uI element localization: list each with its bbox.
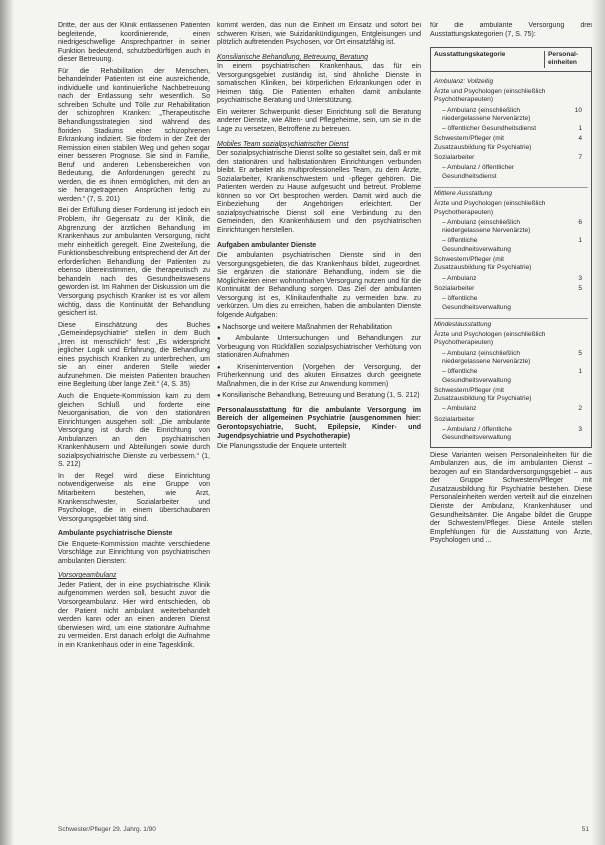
row-value: 7	[578, 154, 582, 162]
paragraph: Der sozialpsychiatrische Dienst sollte so gestaltet sein, daß er mit den stationären und halbstationären Einrichtungen verbunden bleibt. Er arbeitet als multiprofessionelles Team, zu dem Ärzte, Sozialarbeiter, Krankenschwestern und -pfleger gehören. Die Patienten werden zu Hause aufgesucht und betreut. Probleme können so vor Ort besprochen werden. Damit wird auch die Einbeziehung der Angehörigen erleichtert. Der sozialpsychiatrische Dienst soll eine Verbindung zu den Gemeinden, den Krankenhäusern und den psychiatrischen Einrichtungen herstellen.	[217, 150, 421, 235]
row-label: – Ambulanz / öffentliche Gesundheitsverwaltung	[442, 426, 512, 442]
row-label: Ärzte und Psychologen (einschließlich Psychotherapeuten)	[434, 331, 546, 347]
row-label: Schwestern/Pfleger (mit Zusatzausbildung für Psychiatrie)	[434, 256, 532, 272]
page-number: 51	[581, 826, 589, 833]
table-row	[434, 88, 588, 105]
table-row	[434, 285, 588, 293]
row-value	[546, 256, 588, 273]
row-value	[546, 387, 588, 404]
paragraph: Dritte, der aus der Klinik entlassenen Patienten begleitende, koordinierende, einen niedrigeschwellige Ansprechpartner in seiner Funktion bedeutend, schutzbedürftigen auch in dieser Betreuung.	[58, 22, 210, 64]
table-row	[434, 154, 588, 162]
table-row	[434, 256, 588, 273]
row-label: Ärzte und Psychologen (einschließlich Psychotherapeuten)	[434, 87, 546, 104]
table-row	[434, 275, 588, 283]
table-section-title: Mittlere Ausstattung	[434, 187, 588, 198]
table-row	[434, 219, 588, 236]
row-label: – Ambulanz (einschließlich niedergelassene Nervenärzte)	[442, 106, 531, 122]
row-value: 3	[578, 274, 582, 282]
staffing-table	[430, 47, 592, 448]
footer-journal: Schwester/Pfleger 29. Jahrg. 1/90	[58, 826, 156, 833]
row-value: 1	[578, 368, 582, 376]
table-row	[434, 368, 588, 385]
paragraph: Für die Rehabilitation der Menschen, behandelnder Patienten ist eine ausreichende, individuelle und kontinuierliche Nachbetreuung nach der Entlassung sehr wesentlich. So schreiben Schulte und Tölle zur Rehabilitation der schizophren Kranken: „Therapeutische Behandlungsstrategien sind während des floriden Stadiums einer schizophrenen Erkrankung indiziert. Sie fördern in der Zeit der Remission einen stabilen Weg und gehen sogar einer besseren Prognose. Sie sind in Familie, Beruf und anderen Lebensbereichen von Bedeutung, die Anforderungen gerecht zu werden, die es ihnen ermöglichen, mit den an sie herangetragenen Ansprüchen fertig zu werden.“ (7, S. 201)	[58, 67, 210, 203]
paragraph: Die ambulanten psychiatrischen Dienste sind in den Versorgungsgebieten, die das Krankenhaus bildet, zugeordnet. Sie ergänzen die stationäre Behandlung, indem sie die Möglichkeiten einer wohnortnahen Versorgung nutzen und für die Kontinuität der Behandlung sorgen. Das Ziel der ambulanten Versorgung ist es, Klinikaufenthalte zu vermeiden bzw. zu verkürzen. Um dies zu erreichen, haben die ambulanten Dienste folgende Aufgaben:	[217, 252, 421, 319]
paragraph: kommt werden, das nun die Einheit im Einsatz und sofort bei schweren Krisen, wie Suizidankündigungen, Entgleisungen und plötzlich auftretenden Psychosen, vor Ort einsatzfähig ist.	[217, 22, 421, 47]
paragraph: Ein weiterer Schwerpunkt dieser Einrichtung soll die Beratung anderer Dienste, wie Alten- und Pflegeheime, sein, um sie in die Lage zu versetzen, Betroffene zu betreuen.	[217, 108, 421, 134]
table-section-title: Mindestausstattung	[434, 318, 588, 329]
row-value	[546, 331, 588, 348]
row-value: 1	[578, 125, 582, 133]
paragraph: Bei der Erfüllung dieser Forderung ist jedoch ein Problem, ihr Gegensatz zu der Klinik, die Abgrenzung der ärztlichen Behandlung im Krankenhaus zur ambulanten Versorgung, nicht mehr einheitlich geregelt. Eine Zweiteilung, die Funktionsbeschreibung entsprechend der Art der erforderlichen Behandlung der Patienten zu ebenso übereinstimmen, die therapeutisch zu behandeln nach des Gesundheitswesens geworden ist. Im Rahmen der Diskussion um die Versorgung psychisch Kranker ist es vor allem wichtig, dass die Kontinuität der Behandlung gesichert ist.	[58, 207, 210, 318]
table-row	[434, 107, 588, 124]
subsection-heading: Mobiles Team sozialpsychiatrischer Dienst	[217, 140, 349, 148]
paragraph: Diese Varianten weisen Personaleinheiten für die Ambulanzen aus, die im ambulanten Dienst – bezogen auf ein Standardversorgungsgebiet – aus der Gruppe Schwestern/Pfleger mit Zusatzausbildung für Psychiatrie bestehen. Diese Personaleinheiten werden verteilt auf die einzelnen Dienste der Ambulanz, Krankenhäuser und Gesundheitsämter. Die Angabe bildet die Gruppe der Schwestern/Pfleger. Diese Anteile stellen Empfehlungen für die Ausstattung von Ärzte, Psychologen und ...	[430, 451, 592, 545]
table-row	[434, 405, 588, 413]
table-row	[434, 295, 588, 312]
subsection-heading: Vorsorgeambulanz	[58, 572, 117, 580]
table-row	[434, 237, 588, 254]
table-body	[431, 72, 591, 447]
row-label: Sozialarbeiter	[434, 154, 475, 162]
row-value: 2	[578, 405, 582, 413]
header-category: Ausstattungskategorie	[434, 51, 506, 59]
section-heading: Aufgaben ambulanter Dienste	[217, 241, 317, 249]
table-row	[434, 331, 588, 348]
table-section-title: Ambulanz: Vollzeitig	[434, 77, 494, 85]
row-label: – Ambulanz / öffentlicher Gesundheitsdienst	[442, 164, 515, 180]
column-left	[58, 22, 210, 811]
subsection-heading: Konsiliarische Behandlung, Betreuung, Beratung	[217, 53, 368, 61]
column-right	[430, 22, 592, 811]
section-heading: Ambulante psychiatrische Dienste	[58, 530, 173, 538]
row-value: 4	[578, 135, 582, 143]
table-row	[434, 350, 588, 367]
row-value	[546, 164, 588, 181]
table-row	[434, 200, 588, 217]
table-row	[434, 135, 588, 152]
row-value	[546, 416, 588, 424]
row-value	[546, 88, 588, 105]
header-personnel: Personal-einheiten	[544, 51, 588, 68]
row-label: – Ambulanz (einschließlich niedergelassene Nervenärzte)	[442, 218, 531, 235]
column-middle	[217, 22, 421, 811]
row-label: – öffentliche Gesundheitsverwaltung	[442, 368, 511, 384]
scan-shadow-right	[591, 0, 605, 845]
row-label: Sozialarbeiter	[434, 284, 475, 292]
table-row	[434, 426, 588, 443]
paragraph: Diese Einschätzung des Buches „Gemeindepsychiatrie“ stellen in dem Buch „Irren ist menschlich“ fest: „Es widerspricht jeglicher Logik und Erfahrung, die Behandlung eines psychisch Kranken zu unterbrechen, um sie an einer anderen Stelle wieder aufzunehmen. Die meisten Patienten brauchen eine Begleitung über lange Zeit.“ (4, S. 35)	[58, 321, 210, 389]
row-value: 5	[578, 284, 582, 292]
table-row	[434, 164, 588, 181]
row-label: – öffentliche Gesundheitsverwaltung	[442, 295, 511, 311]
table-row	[434, 416, 588, 424]
paragraph: für die ambulante Versorgung drei Ausstattungskategorien (7, S. 75):	[430, 22, 592, 38]
bullet-item: ● Nachsorge und weitere Maßnahmen der Rehabilitation	[217, 324, 421, 333]
scan-shadow-left	[0, 0, 14, 845]
row-label: Ärzte und Psychologen (einschließlich Psychotherapeuten)	[434, 200, 546, 216]
row-value: 10	[574, 106, 582, 114]
row-value	[546, 200, 588, 217]
row-label: Sozialarbeiter	[434, 415, 475, 423]
row-label: Schwestern/Pfleger (mit Zusatzausbildung für Psychiatrie)	[434, 386, 532, 403]
row-label: – öffentlicher Gesundheitsdienst	[442, 125, 537, 133]
paragraph: Jeder Patient, der in eine psychiatrische Klinik aufgenommen werden soll, besucht zuvor die Vorsorgeambulanz. Hier wird entschieden, ob der Patient nicht ambulant weiterbehandelt werden kann oder an einen anderen Dienst überwiesen wird, um eine stationäre Aufnahme zu vermeiden. Erst danach erfolgt die Aufnahme in ein Krankenhaus oder in eine Tagesklinik.	[58, 581, 210, 649]
bullet-item: ● Konsiliarische Behandlung, Betreuung und Beratung (1, S. 212)	[217, 392, 421, 401]
row-label: – Ambulanz (einschließlich niedergelassene Nervenärzte)	[442, 349, 531, 365]
row-label: – Ambulanz	[442, 274, 477, 282]
table-row	[434, 125, 588, 133]
paragraph: In einem psychiatrischen Krankenhaus, das für ein Versorgungsgebiet zuständig ist, sind ähnliche Dienste in somatischen Kliniken, bei körperlichen Erkrankungen oder in Heimen tätig. Die Patienten erhalten damit ambulante psychiatrische Beratung und Unterstützung.	[217, 63, 421, 105]
paragraph: In der Regel wird diese Einrichtung notwendigerweise als eine Gruppe von Mitarbeitern bestehen, wie Arzt, Krankenschwester, Sozialarbeiter und Psychologe, die in einem überschaubaren Versorgungsgebiet tätig sind.	[58, 472, 210, 523]
paragraph: Die Planungsstudie der Enquete unterteilt	[217, 443, 347, 451]
section-heading: Personalausstattung für die ambulante Versorgung im Bereich der allgemeinen Psychiatrie (ausgenommen hier: Gerontopsychiatrie, Sucht, Epilepsie, Kinder- und Jugendpsychiatrie und Psychotherapie)	[217, 406, 421, 440]
table-row	[434, 387, 588, 404]
row-label: – öffentliche Gesundheitsverwaltung	[442, 237, 511, 253]
row-value: 3	[578, 426, 582, 434]
row-value: 6	[578, 218, 582, 226]
row-label: Schwestern/Pfleger (mit Zusatzausbildung für Psychiatrie)	[434, 135, 532, 151]
bullet-item: ● Ambulante Untersuchungen und Behandlungen zur Vorbeugung von Rückfällen sozialpsychiatrischer Verhütung von stationären Aufnahmen	[217, 335, 421, 361]
row-label: – Ambulanz	[442, 405, 477, 413]
bullet-item: ● Krisenintervention (Vorgehen der Versorgung, der Früherkennung und des akuten Einsatzes durch geeignete Maßnahmen, die in der Krise zur Anwendung kommen)	[217, 364, 421, 390]
row-value	[546, 295, 588, 312]
paragraph: Die Enquete-Kommission machte verschiedene Vorschläge zur Einrichtung von psychiatrischen ambulanten Diensten:	[58, 540, 210, 565]
row-value: 5	[578, 349, 582, 357]
paragraph: Auch die Enquete-Kommission kam zu dem gleichen Schluß und forderte eine Neuorganisation, die von den stationären Einrichtungen ausgehen soll: „Die ambulante Versorgung ist durch die Einrichtung von Ambulanzen an den psychiatrischen Krankenhäusern und Abteilungen sowie durch sozialpsychiatrische Dienste zu verbessern.“ (1, S. 212)	[58, 392, 210, 469]
row-value: 1	[578, 237, 582, 245]
table-header	[431, 48, 591, 72]
